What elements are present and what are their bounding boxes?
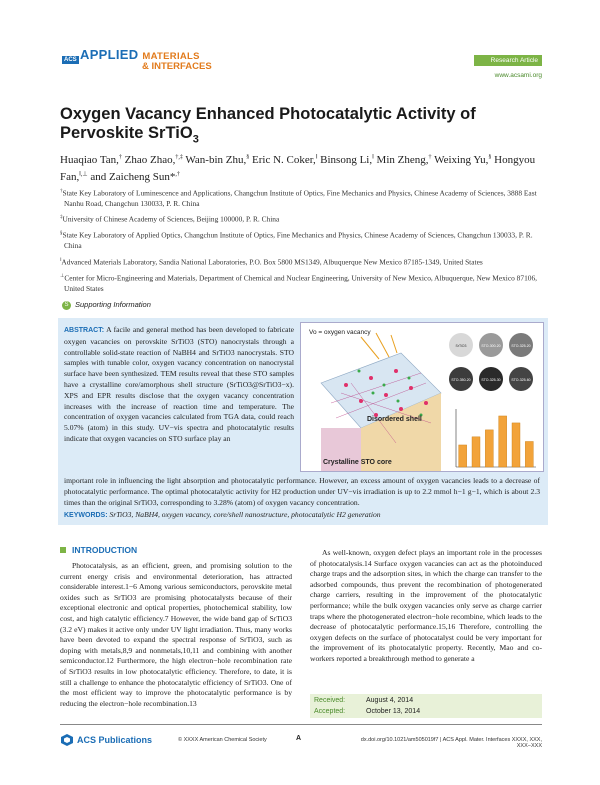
author-name: Eric N. Coker,‖	[252, 153, 318, 166]
chart-bar	[459, 445, 467, 467]
journal-logo	[80, 47, 212, 72]
doi-citation[interactable]: dx.doi.org/10.1021/am505019f7 | ACS Appl. Mater. Interfaces XXXX, XXX, XXX−XXX	[360, 737, 542, 749]
chart-bar	[499, 416, 507, 467]
chart-bar	[472, 437, 480, 467]
toc-label-shell: Disordered shell	[367, 416, 422, 423]
toc-legend: Vo = oxygen vacancy	[309, 329, 371, 336]
chart-bar	[485, 430, 493, 467]
intro-paragraph-1: Photocatalysis, as an efficient, green, and promising solution to the current energy crisis and environmental deterioration, has attracted considerable interest.1−6 Among various semiconductors, perovskite metal oxides such as SrTiO3 are promising photocatalysts because of their exceptional electronic and optical properties, photochemical stability, low cost, and high catalytic efficiency.7 However, the wide band gap of SrTiO3 (3.2 eV) makes it active only under UV light irradiation. Thus, many works have been devoted to expand the spectral response of SrTiO3, such as doping with metals,8,9 and nonmetals,10,11 and combining with another semiconductor.12 Furthermore, the high electron−hole recombination rate of SrTiO3 results in low photocatalytic efficiency. Therefore, to date, it is still a challenge to enhance the photocatalytic efficiency of SrTiO3. One of the most efficient way to improve the photocatalytic performance is by reducing the electron−hole recombination.13	[60, 561, 292, 708]
journal-name-line2: & INTERFACES	[142, 61, 212, 72]
abstract-text-full: important role in influencing the light absorption and photocatalytic performance. However, an excess amount of oxygen vacancies leads to a decrease of photocatalytic performance. The optimal photocatalytic activity for H2 production under UV−vis irradiation is up to 2.2 mmol h−1 g−1, which is about 2.3 times than the original SrTiO3, corresponding to 3.28% (atom) of oxygen vacancy concentration.	[64, 476, 540, 507]
section-marker-icon	[60, 547, 66, 553]
toc-graphic	[300, 322, 544, 472]
affiliation: ‡University of Chinese Academy of Sciences, Beijing 100000, P. R. China	[60, 214, 280, 224]
affiliation: ‖Advanced Materials Laboratory, Sandia National Laboratories, P.O. Box 5800 MS1349, Albuquerque New Mexico 87185-1349, United States	[60, 257, 483, 267]
affiliation: ⊥Center for Micro-Engineering and Materials, Department of Chemical and Nuclear Engineering, University of New Mexico, Albuquerque, New Mexico 87106, United States	[60, 273, 538, 293]
journal-name-line1: APPLIED	[80, 47, 139, 62]
affiliation: §State Key Laboratory of Applied Optics, Changchun Institute of Optics, Fine Mechanics and Physics, Chinese Academy of Sciences, Changchun 130033, P. R. China	[60, 230, 533, 251]
author-name: and Zaicheng Sun*,†	[90, 171, 180, 184]
chart-bar	[512, 423, 520, 467]
abstract-body: A facile and general method has been developed to fabricate oxygen vacancies on perovskite SrTiO3 (STO) nanocrystals through a controllable solid-state reaction of NaBH4 and SrTiO3 nanocrystals. STO samples with tunable color, oxygen vacancy concentration on nanocrystal surface have been synthesized. TEM results reveal that these STO samples have a crystalline core/amorphous shell structure (SrTiO3@SrTiO3−x). XPS and EPR results disclose that the oxygen vacancy concentration increases with the increase of reaction time and temperature. The concentration of oxygen vacancies calculated from TGA data, could reach 5.07% (atom) in this study. UV−vis spectra and photocatalytic results indicate that oxygen vacancies on STO surface play an	[64, 325, 294, 443]
intro-column-left	[60, 561, 292, 709]
author-list	[60, 150, 550, 185]
keywords-text: SrTiO3, NaBH4, oxygen vacancy, core/shell nanostructure, photocatalytic H2 generation	[109, 510, 381, 519]
author-name: Wan-bin Zhu,§	[185, 153, 250, 166]
toc-label-core: Crystalline STO core	[323, 459, 392, 466]
keywords	[64, 510, 540, 519]
supporting-info-icon: S	[62, 301, 71, 310]
sample-label: STO-325-30	[481, 378, 501, 382]
sample-label: SrTiO3	[455, 344, 467, 348]
author-name: Huaqiao Tan,†	[60, 153, 122, 166]
author-name: Hongyou Fan,‖,⊥	[60, 153, 536, 184]
acs-badge: ACS	[64, 57, 77, 63]
journal-name-line1-sub: MATERIALS	[142, 51, 200, 62]
supporting-information-link[interactable]: S Supporting Information	[62, 300, 151, 310]
intro-paragraph-2: As well-known, oxygen defect plays an important role in the processes of photocatalysis.14 Surface oxygen vacancies can act as the photoinduced charge traps and the adsorption sites, in which the charge can transfer to the adsorbed compounds, thus prevent the recombination of photogenerated charge carriers, resulting in the improvement of the photocatalytic performance; while the bulk oxygen vacancies only serve as charge carrier traps where the photogenerated electron−hole recombine, which leads to the decrease of photocatalytic performance.15,16 Therefore, controlling the oxygen defects on the surface of photocatalyst could be very important for the improvement of its photocatalytic property. Recently, Mao and co-workers reported a breakthrough method to generate a	[310, 548, 542, 663]
page-number: A	[296, 735, 302, 742]
sample-label: STO-300-20	[481, 344, 501, 348]
footer-divider	[60, 724, 542, 725]
received-line: Received: August 4, 2014	[314, 697, 414, 704]
sample-label: STO-325-20	[511, 344, 531, 348]
intro-column-right	[310, 548, 542, 665]
page-title: Oxygen Vacancy Enhanced Photocatalytic Activity of Pervoskite SrTiO$_3$	[60, 105, 476, 146]
toc-svg	[301, 323, 543, 471]
introduction-heading: INTRODUCTION	[60, 545, 137, 555]
acs-publications-logo[interactable]: ACS Publications	[60, 733, 152, 747]
keywords-label: KEYWORDS:	[64, 512, 108, 519]
accepted-line: Accepted: October 13, 2014	[314, 708, 421, 715]
author-name: Min Zheng,†	[376, 153, 432, 166]
author-name: Weixing Yu,§	[434, 153, 492, 166]
sample-label: STO-350-20	[451, 378, 471, 382]
article-type-badge: Research Article	[474, 55, 542, 66]
abstract-label: ABSTRACT:	[64, 327, 105, 334]
affiliation-list	[60, 187, 550, 298]
journal-url-link[interactable]: www.acsami.org	[494, 72, 542, 79]
copyright: © XXXX American Chemical Society	[178, 737, 267, 743]
author-name: Binsong Li,‖	[320, 153, 374, 166]
chart-bar	[525, 441, 533, 467]
abstract-text-left	[64, 325, 294, 445]
affiliation: †State Key Laboratory of Luminescence and Applications, Changchun Institute of Optics, Fine Mechanics and Physics, Chinese Academy of Sciences, 3888 East Nanhu Road, Changchun 130033, P. R. China	[60, 188, 537, 208]
author-name: Zhao Zhao,†,‡	[124, 153, 183, 166]
acs-logo-icon	[60, 733, 74, 747]
sample-label: STO-325-60	[511, 378, 531, 382]
